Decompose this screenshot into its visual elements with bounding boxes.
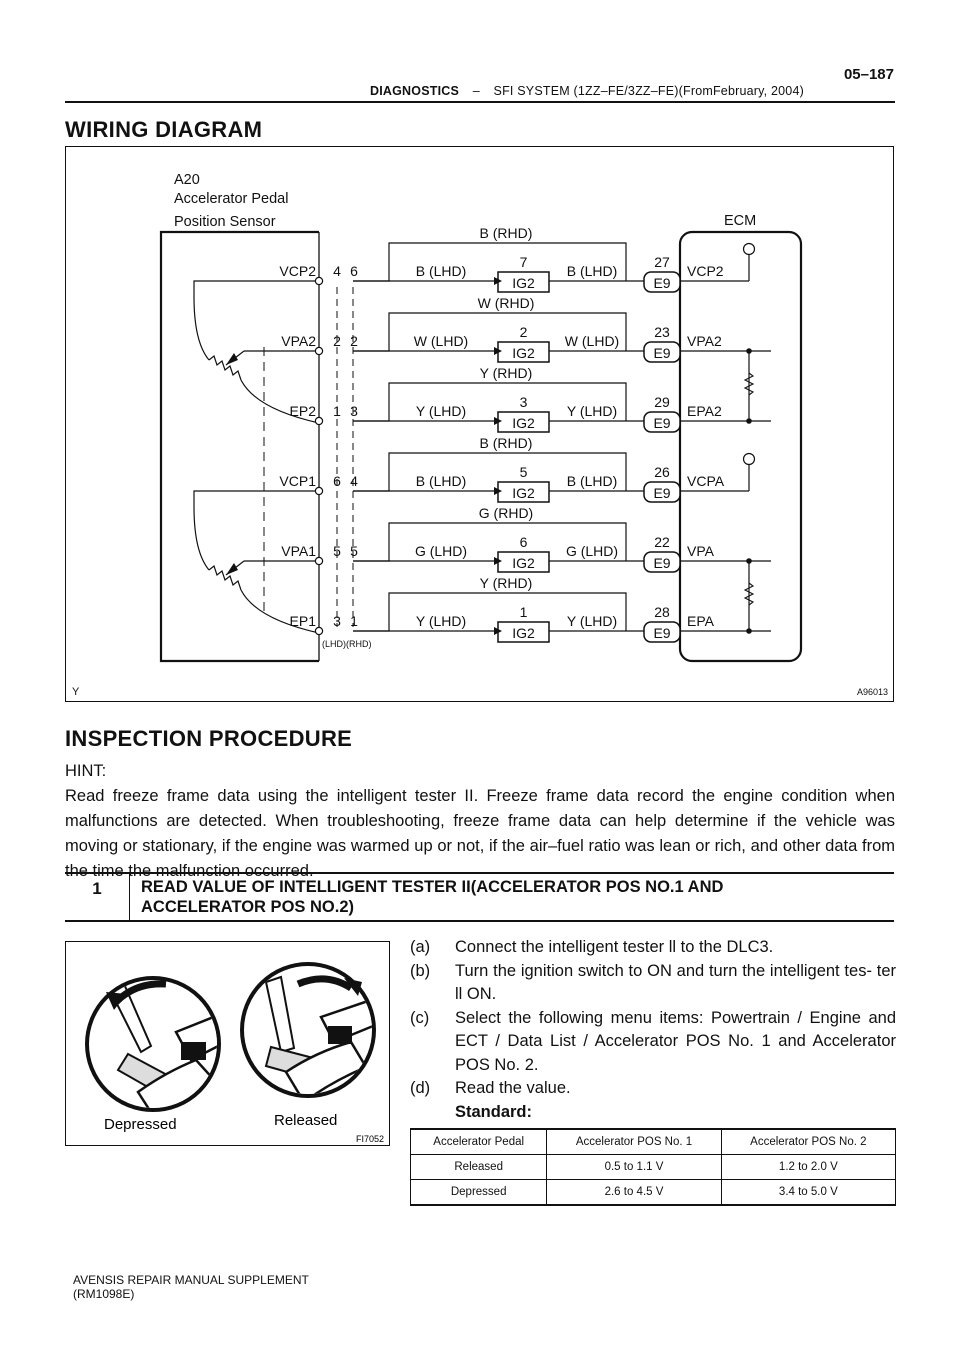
- substep-item: [410, 1077, 896, 1101]
- ig2-pin-number: 5: [519, 464, 528, 480]
- ecm-junction-dot: [746, 418, 752, 424]
- step-title-line-2: ACCELERATOR POS NO.2): [141, 898, 354, 916]
- sensor-box-outline: [161, 232, 319, 661]
- upper-wiper-arrow-head: [226, 353, 238, 365]
- ecm-junction-dot: [746, 628, 752, 634]
- ecm-terminal-label: VCP2: [687, 263, 724, 279]
- rhd-pin-number: 6: [350, 263, 358, 279]
- inspection-heading: INSPECTION PROCEDURE: [65, 726, 353, 751]
- standard-label: Standard:: [455, 1102, 533, 1121]
- header-subtitle: SFI SYSTEM (1ZZ–FE/3ZZ–FE)(FromFebruary, 2004): [493, 84, 804, 98]
- substep-text: Read the value.: [455, 1079, 571, 1097]
- ecm-terminal-label: EPA: [687, 613, 714, 629]
- rhd-pin-number: 4: [350, 473, 358, 489]
- lhd-pin-number: 2: [333, 333, 341, 349]
- ecm-wire-color-label: W (LHD): [564, 333, 620, 349]
- header-separator: –: [472, 84, 480, 98]
- ecm-junction-dot: [746, 348, 752, 354]
- rhd-pin-number: 5: [350, 543, 358, 559]
- wiring-circuits: [279, 225, 724, 642]
- depressed-label: Depressed: [104, 1116, 177, 1133]
- table-cell: Depressed: [411, 1180, 547, 1206]
- lhd-pin-number: 3: [333, 613, 341, 629]
- ecm-wire-color-label: B (LHD): [566, 263, 618, 279]
- lhd-wire-color-label: B (LHD): [415, 473, 467, 489]
- table-header-cell: Accelerator POS No. 2: [721, 1129, 895, 1155]
- ecm-box-outline: [680, 232, 801, 661]
- sensor-pin-terminal: [315, 487, 322, 494]
- ig2-connector-label: IG2: [512, 345, 535, 361]
- step-title-line-1: READ VALUE OF INTELLIGENT TESTER II(ACCELERATOR POS NO.1 AND: [141, 878, 724, 896]
- table-cell: Released: [411, 1155, 547, 1180]
- ecm-pin-number: 28: [654, 604, 670, 620]
- lower-wiper-arrow-head: [226, 563, 238, 575]
- ecm-wire-color-label: B (LHD): [566, 473, 618, 489]
- table-cell: 2.6 to 4.5 V: [547, 1180, 721, 1206]
- footer-line-1: AVENSIS REPAIR MANUAL SUPPLEMENT: [73, 1273, 309, 1287]
- table-cell: 0.5 to 1.1 V: [547, 1155, 721, 1180]
- hint-text: Read freeze frame data using the intelligent tester II. Freeze frame data record the engine condition when malfunctions are detected. When troubleshooting, freeze frame data can help determine if the vehicle was moving or stationary, if the engine was warmed up or not, if the air–fuel ratio was lean or rich, and other data from the time the malfunction occurred.: [65, 787, 895, 880]
- footer: [73, 1273, 309, 1301]
- table-cell: 3.4 to 5.0 V: [721, 1180, 895, 1206]
- rhd-wire-color-label: G (RHD): [478, 505, 534, 521]
- substep-label: (b): [410, 961, 431, 980]
- released-pedal-drawing: [242, 964, 378, 1102]
- ig2-pin-number: 7: [519, 254, 528, 270]
- ecm-wire-color-label: G (LHD): [565, 543, 619, 559]
- lhd-wire-color-label: Y (LHD): [415, 613, 467, 629]
- figure-mark: Y: [72, 686, 80, 698]
- ecm-pin-number: 23: [654, 324, 670, 340]
- ecm-terminal-label: VCPA: [687, 473, 725, 489]
- ecm-terminal-label: EPA2: [687, 403, 722, 419]
- ecm-vc-supply-symbol-2: [744, 454, 755, 465]
- rhd-wire-color-label: B (RHD): [479, 225, 533, 241]
- header-section: DIAGNOSTICS: [370, 84, 460, 98]
- ecm-pin-number: 27: [654, 254, 670, 270]
- step-number: 1: [65, 874, 130, 920]
- substep-list: [410, 936, 896, 1124]
- ig2-pin-number: 3: [519, 394, 528, 410]
- sensor-name-label-2: Position Sensor: [174, 214, 276, 230]
- substep-text: Connect the intelligent tester ll to the DLC3.: [455, 938, 774, 956]
- footer-line-2: (RM1098E): [73, 1287, 135, 1301]
- rhd-wire-color-label: W (RHD): [477, 295, 535, 311]
- sensor-pin-label: VCP1: [279, 473, 316, 489]
- step-header-box: [65, 872, 894, 922]
- sensor-pin-terminal: [315, 417, 322, 424]
- table-header-cell: Accelerator POS No. 1: [547, 1129, 721, 1155]
- table-cell: 1.2 to 2.0 V: [721, 1155, 895, 1180]
- ecm-pin-number: 22: [654, 534, 670, 550]
- wiring-diagram-heading: WIRING DIAGRAM: [65, 117, 263, 142]
- e9-connector-label: E9: [653, 625, 671, 641]
- lhd-pin-number: 4: [333, 263, 341, 279]
- pedal-illustration: [66, 942, 391, 1147]
- sensor-pin-terminal: [315, 277, 322, 284]
- ecm-terminal-label: VPA: [687, 543, 714, 559]
- standard-table: [410, 1128, 896, 1206]
- sensor-pin-label: EP2: [289, 403, 316, 419]
- substep-label: (a): [410, 938, 431, 956]
- substep-text: Turn the ignition switch to ON and turn the intelligent tes- ter ll ON.: [455, 961, 896, 1003]
- sensor-pin-terminal: [315, 557, 322, 564]
- ecm-junction-dot: [746, 558, 752, 564]
- page-number: 05–187: [843, 66, 894, 83]
- ecm-terminal-label: VPA2: [687, 333, 722, 349]
- sensor-pin-terminal: [315, 347, 322, 354]
- rhd-pin-number: 3: [350, 403, 358, 419]
- sensor-pin-terminal: [315, 627, 322, 634]
- ecm-pin-number: 29: [654, 394, 670, 410]
- table-row: [411, 1155, 896, 1180]
- substep-label: (d): [410, 1079, 431, 1097]
- ig2-connector-label: IG2: [512, 555, 535, 571]
- lhd-wire-color-label: Y (LHD): [415, 403, 467, 419]
- figure-id: FI7052: [355, 1134, 384, 1144]
- e9-connector-label: E9: [653, 555, 671, 571]
- substep-item: [410, 960, 896, 1007]
- ig2-connector-label: IG2: [512, 485, 535, 501]
- ecm-label: ECM: [724, 213, 757, 229]
- wiring-diagram: [65, 146, 894, 702]
- lhd-pin-number: 5: [333, 543, 341, 559]
- e9-connector-label: E9: [653, 415, 671, 431]
- sensor-name-label-1: Accelerator Pedal: [174, 191, 289, 207]
- ig2-pin-number: 1: [519, 604, 528, 620]
- pedal-illustration-box: [65, 941, 390, 1146]
- hint-label: HINT:: [65, 762, 107, 780]
- header-rule: [65, 101, 895, 103]
- e9-connector-label: E9: [653, 345, 671, 361]
- sensor-pin-label: VPA2: [281, 333, 316, 349]
- standard-row: [410, 1101, 896, 1125]
- table-header-cell: Accelerator Pedal: [411, 1129, 547, 1155]
- figure-id: A96013: [856, 687, 888, 697]
- substep-item: [410, 1007, 896, 1078]
- wiring-diagram-svg: [66, 147, 895, 703]
- e9-connector-label: E9: [653, 485, 671, 501]
- lhd-wire-color-label: W (LHD): [413, 333, 469, 349]
- e9-connector-label: E9: [653, 275, 671, 291]
- sensor-pin-label: VPA1: [281, 543, 316, 559]
- lhd-wire-color-label: B (LHD): [415, 263, 467, 279]
- ecm-vc-supply-symbol-1: [744, 244, 755, 255]
- step-title: [141, 877, 881, 917]
- rhd-pin-number: 1: [350, 613, 358, 629]
- ig2-pin-number: 6: [519, 534, 528, 550]
- rhd-pin-number: 2: [350, 333, 358, 349]
- ig2-connector-label: IG2: [512, 415, 535, 431]
- lhd-rhd-label: (LHD)(RHD): [322, 639, 372, 649]
- rhd-wire-color-label: B (RHD): [479, 435, 533, 451]
- released-label: Released: [274, 1112, 338, 1129]
- lhd-wire-color-label: G (LHD): [414, 543, 468, 559]
- rhd-wire-color-label: Y (RHD): [479, 575, 533, 591]
- ig2-pin-number: 2: [519, 324, 528, 340]
- running-header: [370, 84, 804, 98]
- rhd-wire-color-label: Y (RHD): [479, 365, 533, 381]
- ig2-connector-label: IG2: [512, 625, 535, 641]
- ecm-pin-number: 26: [654, 464, 670, 480]
- depressed-pedal-drawing: [87, 977, 236, 1132]
- substep-text: Select the following menu items: Powertrain / Engine and ECT / Data List / Accelerator POS No. 1 and Accelerator POS No. 2.: [455, 1008, 896, 1074]
- ecm-wire-color-label: Y (LHD): [566, 403, 618, 419]
- substep-label: (c): [410, 1008, 430, 1027]
- sensor-pin-label: EP1: [289, 613, 316, 629]
- table-row: [411, 1180, 896, 1206]
- ig2-connector-label: IG2: [512, 275, 535, 291]
- substep-item: [410, 936, 896, 960]
- lhd-pin-number: 1: [333, 403, 341, 419]
- lhd-pin-number: 6: [333, 473, 341, 489]
- table-header-row: [411, 1129, 896, 1155]
- ecm-wire-color-label: Y (LHD): [566, 613, 618, 629]
- sensor-pin-label: VCP2: [279, 263, 316, 279]
- sensor-code-label: A20: [174, 172, 200, 188]
